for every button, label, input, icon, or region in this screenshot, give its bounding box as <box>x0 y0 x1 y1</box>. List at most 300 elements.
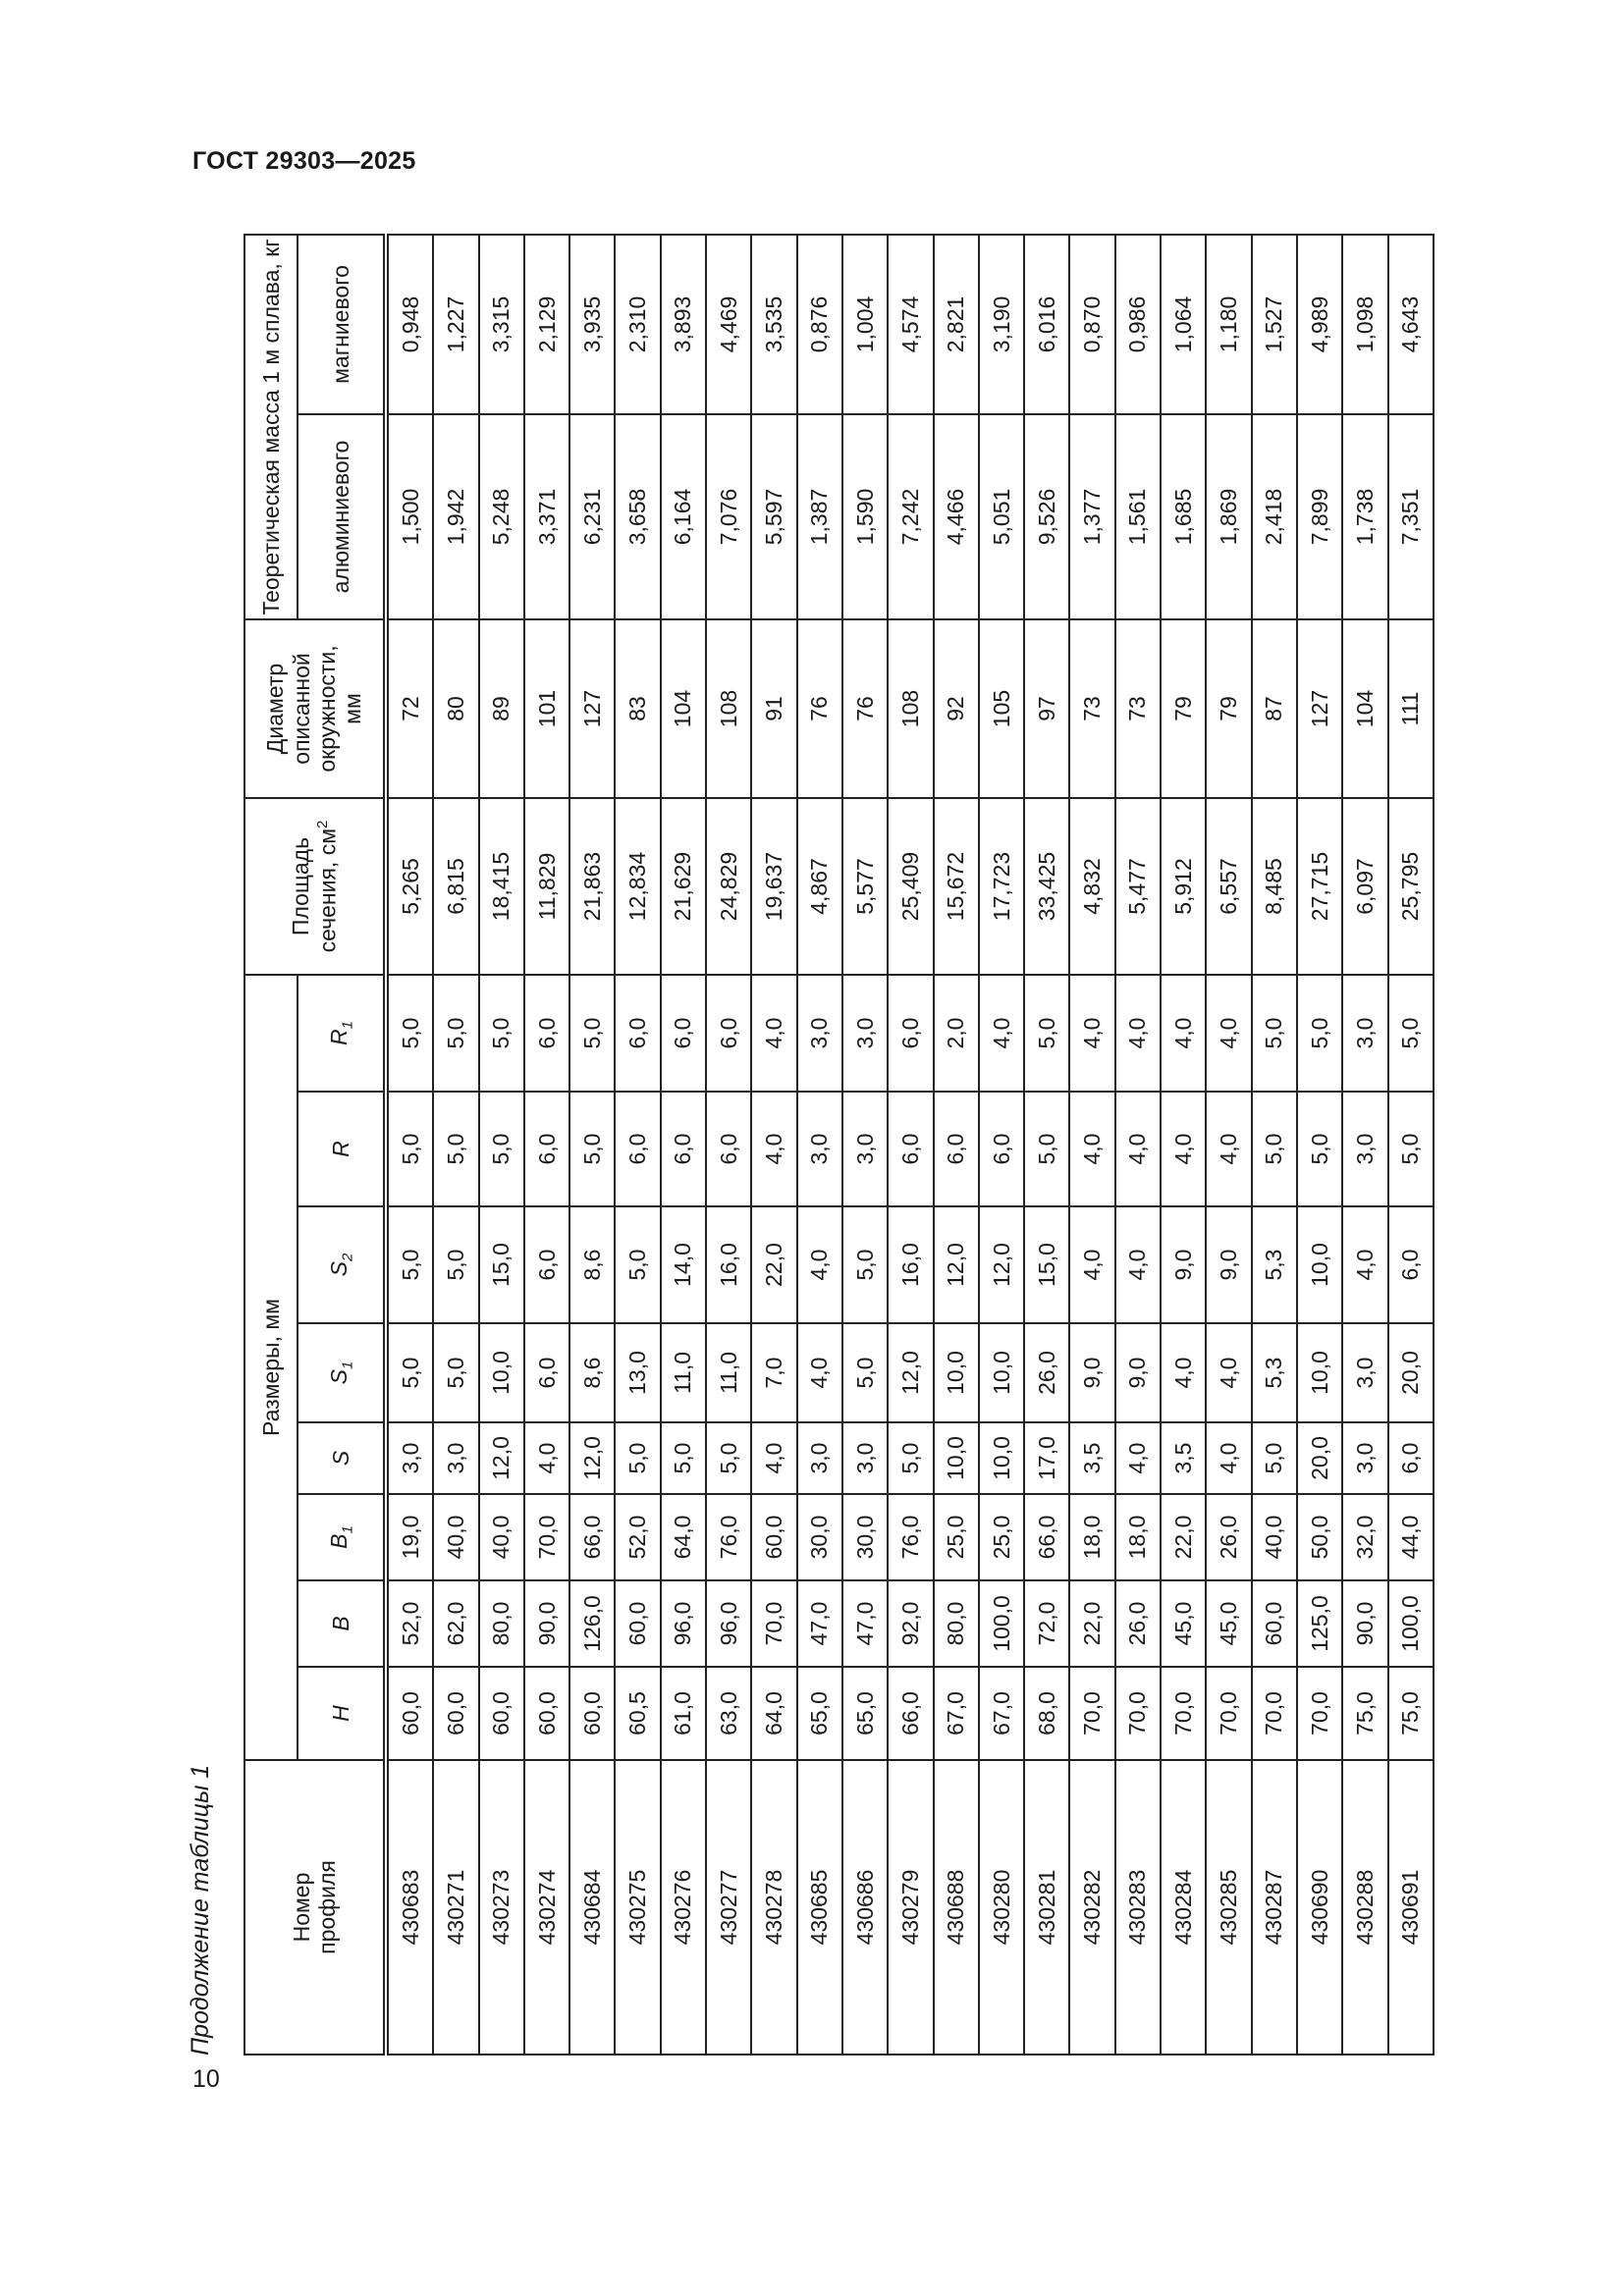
cell-b1: 32,0 <box>1342 1494 1387 1580</box>
cell-area: 4,832 <box>1069 798 1114 975</box>
header-mass-magnesium: магниевого <box>298 235 386 414</box>
cell-mass-aluminum: 7,076 <box>706 414 751 619</box>
cell-h: 67,0 <box>979 1667 1024 1760</box>
header-s2: $S_2$ <box>298 1206 386 1323</box>
cell-mass-magnesium: 3,315 <box>479 235 524 414</box>
cell-r1: 2,0 <box>934 975 979 1092</box>
cell-b1: 40,0 <box>479 1494 524 1580</box>
cell-diameter: 83 <box>615 619 660 798</box>
rotated-table-container <box>187 236 1520 2056</box>
cell-r1: 5,0 <box>1252 975 1297 1092</box>
cell-s: 12,0 <box>479 1422 524 1494</box>
cell-b: 92,0 <box>888 1580 933 1667</box>
cell-b1: 76,0 <box>706 1494 751 1580</box>
cell-s: 4,0 <box>1115 1422 1161 1494</box>
cell-s1: 5,0 <box>433 1323 478 1422</box>
cell-r: 4,0 <box>1206 1092 1251 1206</box>
cell-profile-number: 430683 <box>386 1760 433 2055</box>
cell-s: 5,0 <box>706 1422 751 1494</box>
cell-mass-magnesium: 0,876 <box>797 235 842 414</box>
cell-diameter: 92 <box>934 619 979 798</box>
cell-r: 5,0 <box>1388 1092 1434 1206</box>
cell-profile-number: 430274 <box>524 1760 569 2055</box>
cell-r: 5,0 <box>433 1092 478 1206</box>
cell-s1: 5,0 <box>386 1323 433 1422</box>
cell-mass-aluminum: 4,466 <box>934 414 979 619</box>
cell-mass-magnesium: 1,227 <box>433 235 478 414</box>
cell-b: 90,0 <box>1342 1580 1387 1667</box>
cell-area: 15,672 <box>934 798 979 975</box>
document-header: ГОСТ 29303—2025 <box>192 147 416 175</box>
cell-s1: 13,0 <box>615 1323 660 1422</box>
cell-b: 22,0 <box>1069 1580 1114 1667</box>
cell-s: 5,0 <box>888 1422 933 1494</box>
cell-r1: 5,0 <box>386 975 433 1092</box>
cell-area: 25,795 <box>1388 798 1434 975</box>
cell-s: 3,5 <box>1161 1422 1206 1494</box>
cell-s: 4,0 <box>751 1422 796 1494</box>
cell-b1: 25,0 <box>934 1494 979 1580</box>
cell-diameter: 91 <box>751 619 796 798</box>
cell-s1: 9,0 <box>1069 1323 1114 1422</box>
cell-area: 11,829 <box>524 798 569 975</box>
cell-mass-magnesium: 0,870 <box>1069 235 1114 414</box>
cell-b: 100,0 <box>979 1580 1024 1667</box>
header-b: B <box>298 1580 386 1667</box>
cell-s2: 14,0 <box>661 1206 706 1323</box>
cell-h: 70,0 <box>1069 1667 1114 1760</box>
cell-h: 63,0 <box>706 1667 751 1760</box>
cell-s: 3,0 <box>842 1422 888 1494</box>
cell-s1: 6,0 <box>524 1323 569 1422</box>
cell-mass-aluminum: 1,387 <box>797 414 842 619</box>
cell-mass-aluminum: 1,942 <box>433 414 478 619</box>
cell-s1: 10,0 <box>479 1323 524 1422</box>
cell-profile-number: 430276 <box>661 1760 706 2055</box>
table-row <box>979 235 1024 2055</box>
profile-table <box>244 234 1435 2056</box>
header-s1: $S_1$ <box>298 1323 386 1422</box>
cell-b: 96,0 <box>661 1580 706 1667</box>
cell-r: 3,0 <box>1342 1092 1387 1206</box>
cell-profile-number: 430691 <box>1388 1760 1434 2055</box>
cell-s: 3,0 <box>433 1422 478 1494</box>
cell-diameter: 104 <box>1342 619 1387 798</box>
cell-r: 6,0 <box>934 1092 979 1206</box>
cell-h: 60,5 <box>615 1667 660 1760</box>
cell-s: 3,0 <box>1342 1422 1387 1494</box>
cell-b1: 22,0 <box>1161 1494 1206 1580</box>
cell-mass-aluminum: 1,500 <box>386 414 433 619</box>
cell-s: 10,0 <box>979 1422 1024 1494</box>
cell-r1: 4,0 <box>1206 975 1251 1092</box>
cell-area: 4,867 <box>797 798 842 975</box>
table-row <box>842 235 888 2055</box>
cell-profile-number: 430283 <box>1115 1760 1161 2055</box>
cell-s1: 8,6 <box>569 1323 615 1422</box>
cell-area: 27,715 <box>1297 798 1342 975</box>
cell-mass-magnesium: 1,527 <box>1252 235 1297 414</box>
cell-h: 60,0 <box>569 1667 615 1760</box>
table-row <box>479 235 524 2055</box>
cell-s: 3,0 <box>386 1422 433 1494</box>
cell-r: 4,0 <box>1115 1092 1161 1206</box>
cell-s2: 6,0 <box>1388 1206 1434 1323</box>
cell-mass-magnesium: 4,574 <box>888 235 933 414</box>
cell-r1: 6,0 <box>888 975 933 1092</box>
header-diameter: Диаметр описанной окружности, мм <box>244 619 386 798</box>
table-row <box>1388 235 1434 2055</box>
cell-s1: 11,0 <box>661 1323 706 1422</box>
cell-b: 80,0 <box>479 1580 524 1667</box>
cell-b1: 40,0 <box>433 1494 478 1580</box>
cell-s1: 20,0 <box>1388 1323 1434 1422</box>
cell-mass-magnesium: 3,893 <box>661 235 706 414</box>
cell-s1: 5,0 <box>842 1323 888 1422</box>
cell-s2: 12,0 <box>979 1206 1024 1323</box>
cell-r: 5,0 <box>386 1092 433 1206</box>
cell-b: 80,0 <box>934 1580 979 1667</box>
cell-b: 60,0 <box>1252 1580 1297 1667</box>
cell-area: 17,723 <box>979 798 1024 975</box>
cell-s1: 5,3 <box>1252 1323 1297 1422</box>
cell-h: 70,0 <box>1252 1667 1297 1760</box>
table-row <box>569 235 615 2055</box>
cell-profile-number: 430686 <box>842 1760 888 2055</box>
cell-b: 100,0 <box>1388 1580 1434 1667</box>
cell-mass-magnesium: 6,016 <box>1024 235 1069 414</box>
cell-h: 60,0 <box>386 1667 433 1760</box>
cell-r1: 6,0 <box>615 975 660 1092</box>
cell-r1: 4,0 <box>751 975 796 1092</box>
cell-b1: 70,0 <box>524 1494 569 1580</box>
cell-b1: 40,0 <box>1252 1494 1297 1580</box>
cell-r1: 5,0 <box>1297 975 1342 1092</box>
cell-diameter: 108 <box>888 619 933 798</box>
cell-s2: 5,0 <box>842 1206 888 1323</box>
cell-r1: 5,0 <box>433 975 478 1092</box>
cell-b: 126,0 <box>569 1580 615 1667</box>
cell-mass-magnesium: 3,190 <box>979 235 1024 414</box>
cell-s1: 4,0 <box>797 1323 842 1422</box>
cell-h: 70,0 <box>1115 1667 1161 1760</box>
cell-mass-aluminum: 3,658 <box>615 414 660 619</box>
cell-s2: 16,0 <box>706 1206 751 1323</box>
cell-mass-aluminum: 6,164 <box>661 414 706 619</box>
cell-r1: 5,0 <box>1024 975 1069 1092</box>
cell-diameter: 105 <box>979 619 1024 798</box>
cell-area: 6,557 <box>1206 798 1251 975</box>
cell-h: 75,0 <box>1342 1667 1387 1760</box>
cell-diameter: 73 <box>1115 619 1161 798</box>
cell-area: 5,912 <box>1161 798 1206 975</box>
cell-s2: 22,0 <box>751 1206 796 1323</box>
cell-b1: 26,0 <box>1206 1494 1251 1580</box>
cell-s1: 10,0 <box>979 1323 1024 1422</box>
cell-mass-aluminum: 5,051 <box>979 414 1024 619</box>
cell-r: 6,0 <box>661 1092 706 1206</box>
cell-r1: 6,0 <box>661 975 706 1092</box>
cell-s1: 12,0 <box>888 1323 933 1422</box>
cell-mass-aluminum: 6,231 <box>569 414 615 619</box>
cell-b1: 66,0 <box>1024 1494 1069 1580</box>
cell-r: 4,0 <box>751 1092 796 1206</box>
cell-mass-magnesium: 1,180 <box>1206 235 1251 414</box>
cell-mass-aluminum: 1,377 <box>1069 414 1114 619</box>
cell-diameter: 101 <box>524 619 569 798</box>
cell-s1: 7,0 <box>751 1323 796 1422</box>
cell-mass-aluminum: 1,738 <box>1342 414 1387 619</box>
cell-h: 61,0 <box>661 1667 706 1760</box>
cell-s1: 26,0 <box>1024 1323 1069 1422</box>
cell-r1: 4,0 <box>1161 975 1206 1092</box>
cell-mass-magnesium: 2,821 <box>934 235 979 414</box>
cell-h: 67,0 <box>934 1667 979 1760</box>
cell-r1: 3,0 <box>797 975 842 1092</box>
cell-h: 60,0 <box>479 1667 524 1760</box>
cell-mass-magnesium: 4,643 <box>1388 235 1434 414</box>
cell-r: 6,0 <box>615 1092 660 1206</box>
cell-mass-magnesium: 4,989 <box>1297 235 1342 414</box>
cell-mass-magnesium: 3,535 <box>751 235 796 414</box>
cell-profile-number: 430281 <box>1024 1760 1069 2055</box>
table-row <box>1069 235 1114 2055</box>
cell-r: 3,0 <box>842 1092 888 1206</box>
cell-area: 19,637 <box>751 798 796 975</box>
cell-s: 4,0 <box>1206 1422 1251 1494</box>
cell-h: 66,0 <box>888 1667 933 1760</box>
cell-b1: 50,0 <box>1297 1494 1342 1580</box>
cell-mass-aluminum: 9,526 <box>1024 414 1069 619</box>
header-area: Площадь сечения, $см^2$ <box>244 798 386 975</box>
cell-b: 45,0 <box>1206 1580 1251 1667</box>
cell-diameter: 111 <box>1388 619 1434 798</box>
cell-mass-aluminum: 5,248 <box>479 414 524 619</box>
cell-diameter: 79 <box>1206 619 1251 798</box>
cell-mass-magnesium: 1,098 <box>1342 235 1387 414</box>
cell-b1: 19,0 <box>386 1494 433 1580</box>
cell-mass-aluminum: 5,597 <box>751 414 796 619</box>
cell-b1: 30,0 <box>797 1494 842 1580</box>
cell-profile-number: 430287 <box>1252 1760 1297 2055</box>
cell-profile-number: 430288 <box>1342 1760 1387 2055</box>
cell-mass-aluminum: 7,899 <box>1297 414 1342 619</box>
cell-s2: 5,0 <box>615 1206 660 1323</box>
cell-s: 5,0 <box>1252 1422 1297 1494</box>
cell-profile-number: 430284 <box>1161 1760 1206 2055</box>
cell-s1: 10,0 <box>934 1323 979 1422</box>
cell-h: 64,0 <box>751 1667 796 1760</box>
cell-s2: 9,0 <box>1161 1206 1206 1323</box>
table-body <box>386 235 1434 2055</box>
cell-b1: 60,0 <box>751 1494 796 1580</box>
cell-mass-aluminum: 1,590 <box>842 414 888 619</box>
cell-s: 20,0 <box>1297 1422 1342 1494</box>
cell-profile-number: 430275 <box>615 1760 660 2055</box>
cell-r: 4,0 <box>1161 1092 1206 1206</box>
cell-b1: 52,0 <box>615 1494 660 1580</box>
cell-h: 65,0 <box>797 1667 842 1760</box>
cell-s: 6,0 <box>1388 1422 1434 1494</box>
cell-profile-number: 430271 <box>433 1760 478 2055</box>
cell-s2: 12,0 <box>934 1206 979 1323</box>
cell-area: 5,477 <box>1115 798 1161 975</box>
cell-diameter: 127 <box>1297 619 1342 798</box>
header-r: R <box>298 1092 386 1206</box>
cell-profile-number: 430277 <box>706 1760 751 2055</box>
cell-mass-aluminum: 7,351 <box>1388 414 1434 619</box>
cell-mass-magnesium: 1,064 <box>1161 235 1206 414</box>
cell-r1: 6,0 <box>524 975 569 1092</box>
cell-b: 52,0 <box>386 1580 433 1667</box>
cell-s2: 10,0 <box>1297 1206 1342 1323</box>
cell-s1: 10,0 <box>1297 1323 1342 1422</box>
cell-b: 45,0 <box>1161 1580 1206 1667</box>
cell-profile-number: 430282 <box>1069 1760 1114 2055</box>
cell-h: 70,0 <box>1297 1667 1342 1760</box>
cell-h: 70,0 <box>1206 1667 1251 1760</box>
cell-mass-magnesium: 0,948 <box>386 235 433 414</box>
table-row <box>706 235 751 2055</box>
header-profile-number: Номер профиля <box>244 1760 386 2055</box>
cell-diameter: 79 <box>1161 619 1206 798</box>
cell-profile-number: 430280 <box>979 1760 1024 2055</box>
cell-mass-magnesium: 0,986 <box>1115 235 1161 414</box>
cell-r: 6,0 <box>706 1092 751 1206</box>
cell-diameter: 76 <box>797 619 842 798</box>
table-row <box>934 235 979 2055</box>
cell-mass-aluminum: 2,418 <box>1252 414 1297 619</box>
cell-mass-magnesium: 2,129 <box>524 235 569 414</box>
cell-b1: 64,0 <box>661 1494 706 1580</box>
cell-s: 17,0 <box>1024 1422 1069 1494</box>
cell-r: 5,0 <box>1024 1092 1069 1206</box>
cell-r: 4,0 <box>1069 1092 1114 1206</box>
table-row <box>1161 235 1206 2055</box>
cell-s: 10,0 <box>934 1422 979 1494</box>
table-row <box>433 235 478 2055</box>
cell-s: 5,0 <box>661 1422 706 1494</box>
cell-s2: 4,0 <box>1115 1206 1161 1323</box>
cell-h: 65,0 <box>842 1667 888 1760</box>
cell-b1: 25,0 <box>979 1494 1024 1580</box>
cell-diameter: 108 <box>706 619 751 798</box>
cell-b: 60,0 <box>615 1580 660 1667</box>
cell-r: 5,0 <box>479 1092 524 1206</box>
table-caption: Продолжение таблицы 1 <box>187 1764 214 2056</box>
cell-b1: 76,0 <box>888 1494 933 1580</box>
cell-s2: 5,0 <box>433 1206 478 1323</box>
cell-r1: 5,0 <box>479 975 524 1092</box>
cell-s1: 3,0 <box>1342 1323 1387 1422</box>
cell-mass-aluminum: 1,685 <box>1161 414 1206 619</box>
table-row <box>524 235 569 2055</box>
cell-diameter: 97 <box>1024 619 1069 798</box>
cell-profile-number: 430690 <box>1297 1760 1342 2055</box>
cell-b1: 44,0 <box>1388 1494 1434 1580</box>
cell-r1: 6,0 <box>706 975 751 1092</box>
cell-area: 6,815 <box>433 798 478 975</box>
table-row <box>1252 235 1297 2055</box>
cell-diameter: 127 <box>569 619 615 798</box>
cell-s: 12,0 <box>569 1422 615 1494</box>
cell-profile-number: 430273 <box>479 1760 524 2055</box>
cell-r1: 5,0 <box>569 975 615 1092</box>
cell-h: 60,0 <box>524 1667 569 1760</box>
header-b1: $B_1$ <box>298 1494 386 1580</box>
cell-mass-aluminum: 7,242 <box>888 414 933 619</box>
cell-r: 5,0 <box>1252 1092 1297 1206</box>
cell-r: 6,0 <box>524 1092 569 1206</box>
cell-diameter: 87 <box>1252 619 1297 798</box>
cell-diameter: 89 <box>479 619 524 798</box>
table-row <box>1342 235 1387 2055</box>
cell-s1: 9,0 <box>1115 1323 1161 1422</box>
cell-r: 6,0 <box>888 1092 933 1206</box>
header-r1: $R_1$ <box>298 975 386 1092</box>
cell-area: 21,629 <box>661 798 706 975</box>
cell-mass-magnesium: 4,469 <box>706 235 751 414</box>
cell-r1: 4,0 <box>1069 975 1114 1092</box>
cell-diameter: 72 <box>386 619 433 798</box>
cell-r: 6,0 <box>979 1092 1024 1206</box>
cell-r: 5,0 <box>569 1092 615 1206</box>
cell-area: 18,415 <box>479 798 524 975</box>
table-row <box>1115 235 1161 2055</box>
cell-area: 21,863 <box>569 798 615 975</box>
page-number: 10 <box>192 2065 220 2093</box>
cell-mass-magnesium: 1,004 <box>842 235 888 414</box>
cell-area: 12,834 <box>615 798 660 975</box>
cell-diameter: 76 <box>842 619 888 798</box>
cell-b1: 66,0 <box>569 1494 615 1580</box>
cell-s: 3,5 <box>1069 1422 1114 1494</box>
table-row <box>661 235 706 2055</box>
cell-b: 90,0 <box>524 1580 569 1667</box>
cell-mass-magnesium: 2,310 <box>615 235 660 414</box>
cell-h: 68,0 <box>1024 1667 1069 1760</box>
cell-b1: 18,0 <box>1069 1494 1114 1580</box>
cell-s2: 15,0 <box>479 1206 524 1323</box>
cell-r1: 3,0 <box>842 975 888 1092</box>
table-row <box>888 235 933 2055</box>
cell-diameter: 104 <box>661 619 706 798</box>
cell-b: 47,0 <box>842 1580 888 1667</box>
table-row <box>1297 235 1342 2055</box>
cell-s2: 15,0 <box>1024 1206 1069 1323</box>
table-row <box>386 235 433 2055</box>
cell-s2: 9,0 <box>1206 1206 1251 1323</box>
cell-s1: 11,0 <box>706 1323 751 1422</box>
cell-mass-aluminum: 1,869 <box>1206 414 1251 619</box>
cell-s: 3,0 <box>797 1422 842 1494</box>
table-row <box>615 235 660 2055</box>
cell-s: 4,0 <box>524 1422 569 1494</box>
header-mass-group: Теоретическая масса 1 м сплава, кг <box>244 235 298 619</box>
cell-r1: 4,0 <box>979 975 1024 1092</box>
cell-area: 6,097 <box>1342 798 1387 975</box>
cell-b: 72,0 <box>1024 1580 1069 1667</box>
table-row <box>1024 235 1069 2055</box>
cell-h: 70,0 <box>1161 1667 1206 1760</box>
table-row <box>1206 235 1251 2055</box>
cell-area: 24,829 <box>706 798 751 975</box>
cell-b: 26,0 <box>1115 1580 1161 1667</box>
cell-b1: 18,0 <box>1115 1494 1161 1580</box>
cell-s: 5,0 <box>615 1422 660 1494</box>
cell-s2: 5,3 <box>1252 1206 1297 1323</box>
cell-r1: 4,0 <box>1115 975 1161 1092</box>
